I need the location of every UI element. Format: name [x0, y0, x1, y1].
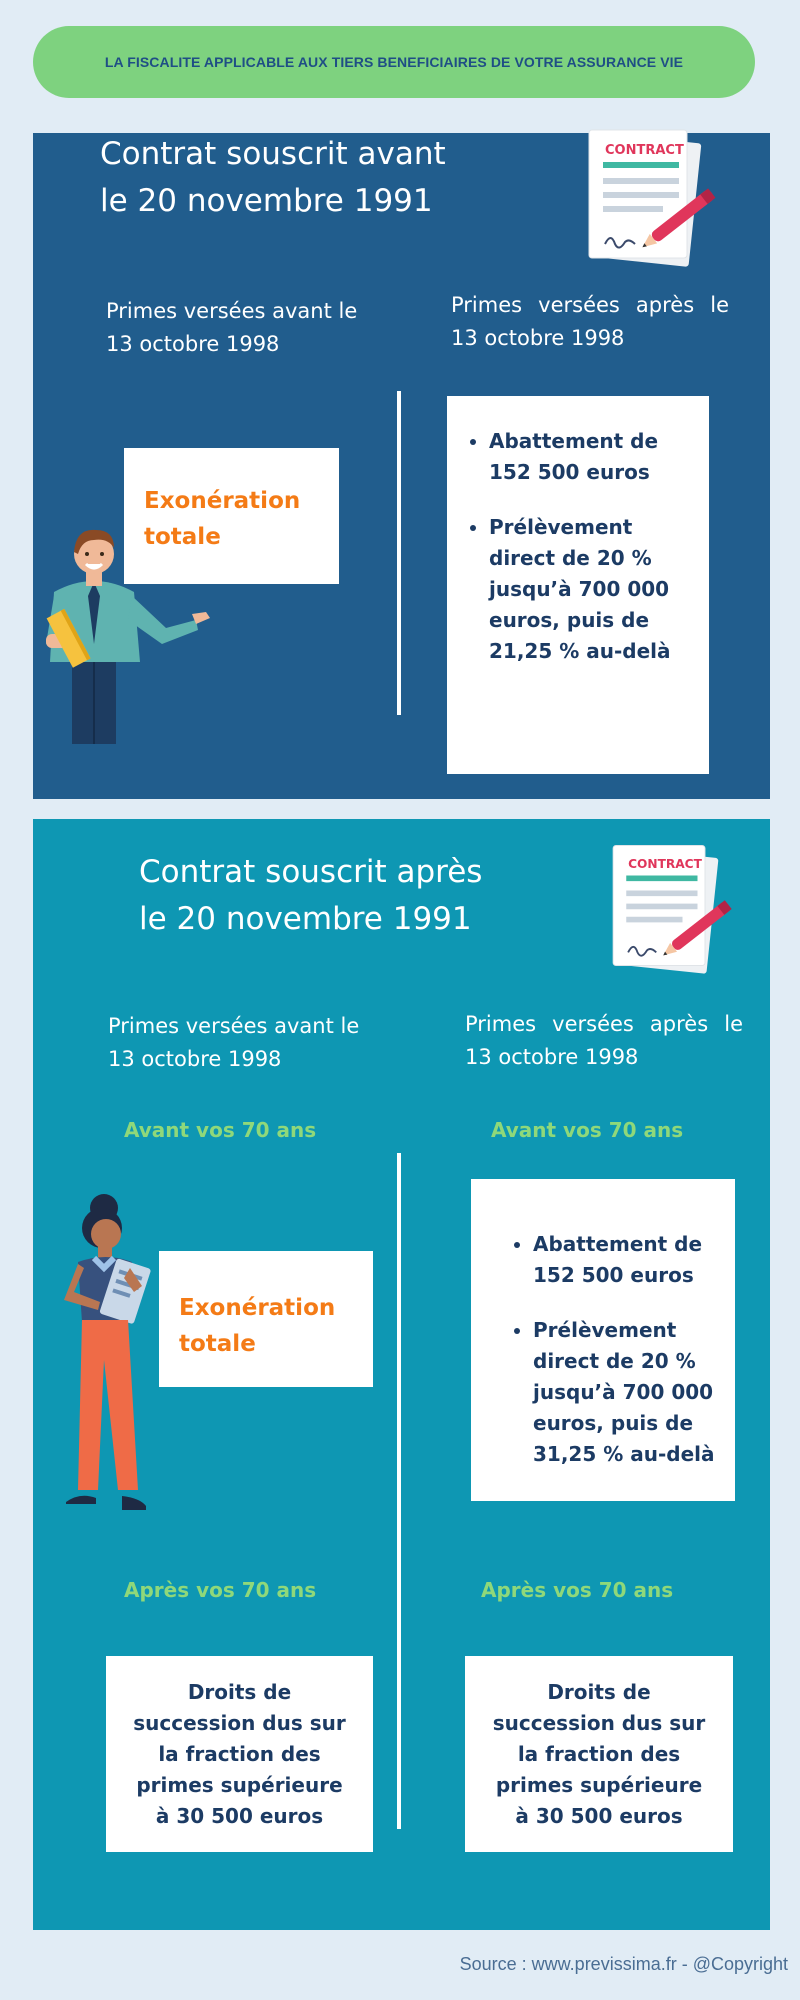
section1-right-heading-line1: Primes versées après le [451, 293, 729, 317]
section1-left-box [124, 448, 339, 584]
section2-after70-right-box [465, 1656, 733, 1852]
banner-text: LA FISCALITE APPLICABLE AUX TIERS BENEFICIAIRES DE VOTRE ASSURANCE VIE [104, 54, 684, 70]
before-70-label-left: Avant vos 70 ans [124, 1118, 317, 1142]
section2-exoneration-line2: totale [179, 1331, 256, 1357]
section1-title-line1: Contrat souscrit avant [100, 136, 446, 172]
after-70-label-left: Après vos 70 ans [124, 1578, 317, 1602]
section2-exoneration [179, 1290, 335, 1362]
section2-left-heading [108, 1010, 359, 1076]
section1-exoneration-line1: Exonération [144, 488, 301, 514]
section2-after70-left-box [106, 1656, 373, 1852]
section2-right-box [471, 1179, 735, 1501]
section2-left-box [159, 1251, 373, 1387]
contract-document-icon [575, 122, 735, 282]
after-70-label-right: Après vos 70 ans [481, 1578, 674, 1602]
bullet-abattement: • Abattement de 152 500 euros [533, 1229, 743, 1291]
section2-left-heading-line1: Primes versées avant le [108, 1014, 360, 1038]
section1-right-heading-line2: 13 octobre 1998 [451, 326, 625, 350]
section2-title-line1: Contrat souscrit après [139, 854, 483, 890]
section1-title [100, 131, 446, 225]
section2-left-heading-line2: 13 octobre 1998 [108, 1047, 282, 1071]
section2-divider [397, 1153, 401, 1829]
succession-rights-text-right: Droits de succession dus sur la fraction des primes supérieure à 30 500 euros [492, 1679, 706, 1828]
section1-left-heading [106, 295, 357, 361]
section2-exoneration-line1: Exonération [179, 1295, 336, 1321]
section1-left-heading-line2: 13 octobre 1998 [106, 332, 280, 356]
section2-right-heading-line2: 13 octobre 1998 [465, 1045, 639, 1069]
section2-title [139, 849, 482, 943]
contract-label: CONTRACT [605, 143, 684, 158]
before-70-label-right: Avant vos 70 ans [491, 1118, 684, 1142]
section1-title-line2: le 20 novembre 1991 [100, 183, 433, 219]
section1-exoneration [144, 483, 300, 555]
section1-right-heading [451, 289, 729, 355]
bullet-abattement: • Abattement de 152 500 euros [489, 426, 705, 488]
section2-title-line2: le 20 novembre 1991 [139, 901, 472, 937]
section1-divider [397, 391, 401, 715]
section2-bullet-list [511, 1229, 743, 1494]
succession-rights-text-left: Droits de succession dus sur la fraction des primes supérieure à 30 500 euros [133, 1679, 346, 1828]
section1-right-box [447, 396, 709, 774]
bullet-prelevement: • Prélèvement direct de 20 % jusqu’à 700 000 euros, puis de 31,25 % au-delà [533, 1315, 743, 1470]
section2-right-heading [465, 1008, 743, 1074]
contract-label: CONTRACT [628, 857, 702, 871]
title-banner [33, 26, 755, 98]
contract-document-icon [600, 838, 750, 988]
bullet-prelevement: • Prélèvement direct de 20 % jusqu’à 700 000 euros, puis de 21,25 % au-delà [489, 512, 705, 667]
section1-exoneration-line2: totale [144, 524, 221, 550]
section1-left-heading-line1: Primes versées avant le [106, 299, 358, 323]
section1-bullet-list [467, 426, 705, 691]
source-credit: Source : www.previssima.fr - @Copyright [459, 1954, 788, 1974]
section2-right-heading-line1: Primes versées après le [465, 1012, 743, 1036]
